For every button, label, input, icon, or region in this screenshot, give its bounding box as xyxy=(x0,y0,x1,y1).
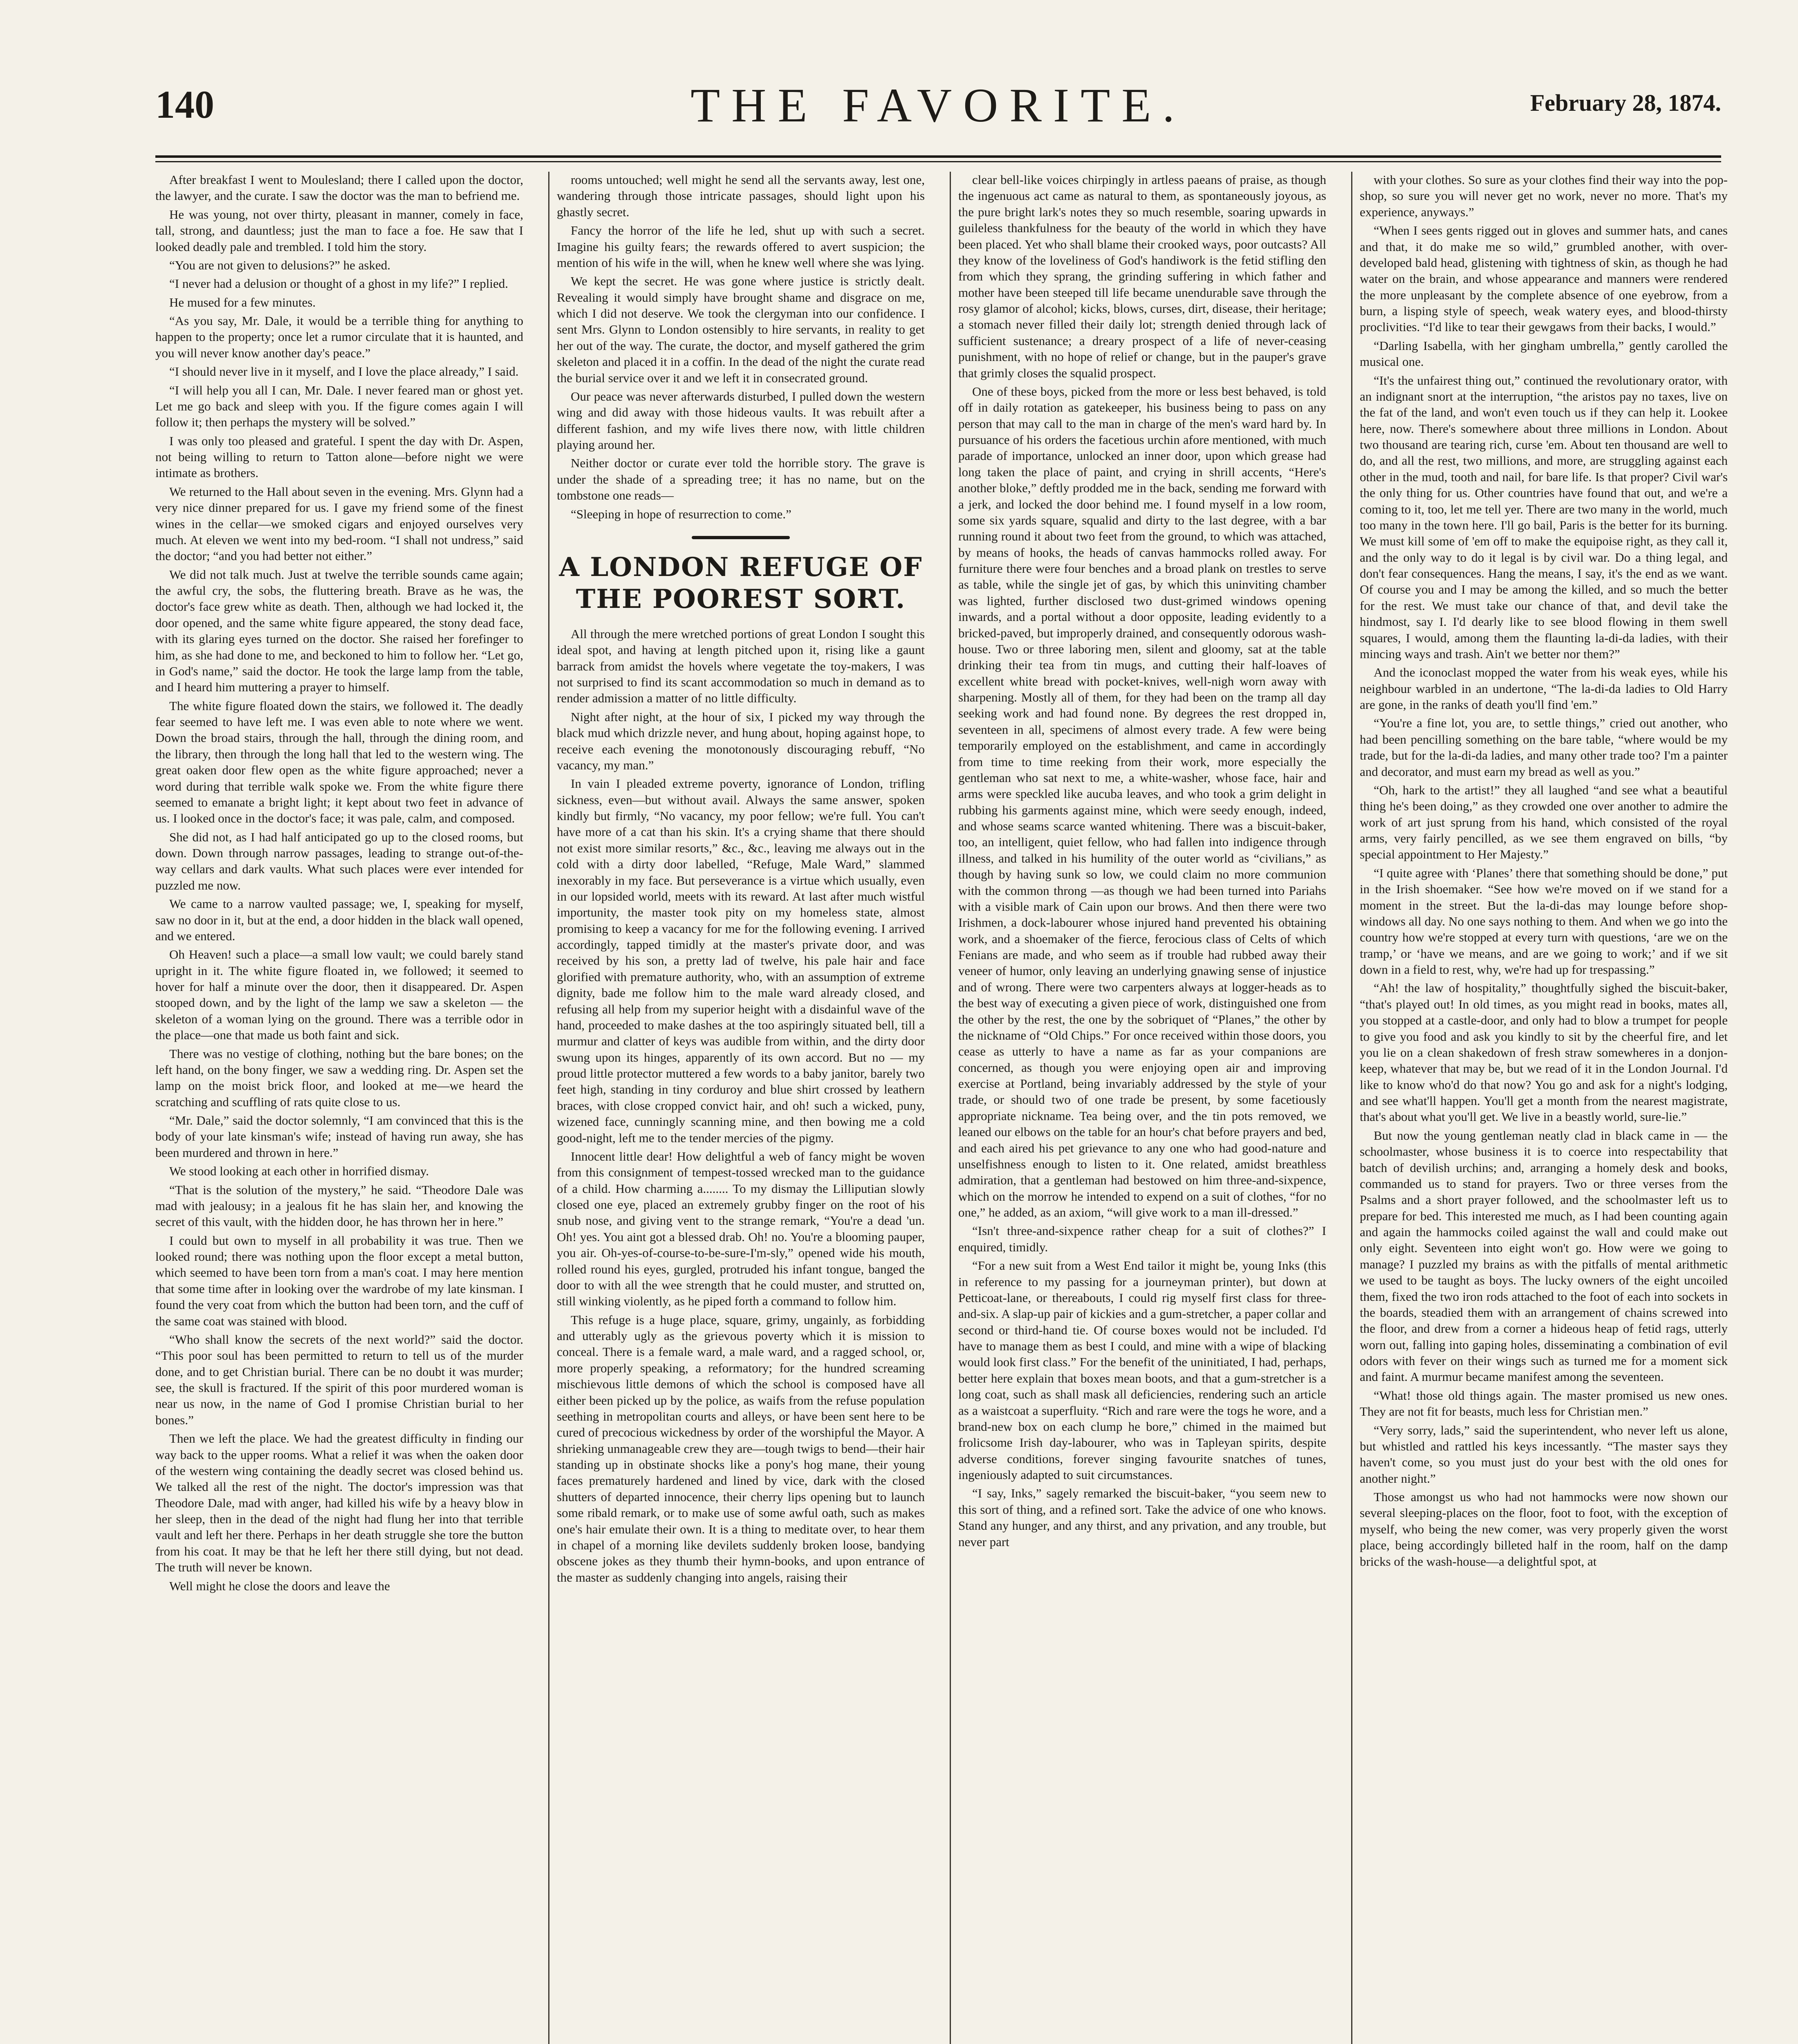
paragraph: “Sleeping in hope of resurrection to come.” xyxy=(571,507,791,521)
paragraph: “It's the unfairest thing out,” continued the revolutionary orator, with an indignant snort at the interruption, “the aristos pay no taxes, live on the fat of the land, and won't even touch us if they can help it. Lookee here, now. There's somewhere about three millions in London. About two thousand are tearing rich, curse 'em. About ten thousand are well to do, and all the rest, two millions, and more, are struggling against each other in the mud, tooth and nail, for bare life. Is that proper? Civil war's the only thing for us. Other countries have found that out, and we're a coming to it, too, let me tell yer. There are two many in the world, much too many in the town here. I'll go bail, Paris is the better for its burning. We must kill some of 'em off to make the equipoise right, as they call it, and the only way to do it legal is by civil war. Do a thing legal, and don't fear consequences. Hang the means, I say, it's the end as we want. Of course you and I may be among the killed, and so much the better for the rest. We must take our chance of that, and devil take the hindmost, say I. I'd dearly like to see blood flowing in them swell squares, I would, among them the flaunting la-di-da ladies, with their mincing ways and trash. Ain't we better nor them?” xyxy=(1360,373,1728,661)
paragraph: He was young, not over thirty, pleasant in manner, comely in face, tall, strong, and dauntless; just the man to face a foe. He saw that I looked deadly pale and trembled. I told him the story. xyxy=(155,207,523,254)
paragraph: Oh Heaven! such a place—a small low vault; we could barely stand upright in it. The white figure floated in, we followed; it seemed to hover for half a minute over the door, then it disappeared. Dr. Aspen stooped down, and by the light of the lamp we saw a skeleton — the skeleton of a woman lying on the ground. There was a terrible odor in the place—one that made us both faint and sick. xyxy=(155,947,523,1042)
paragraph: with your clothes. So sure as your clothes find their way into the pop-shop, so sure you will never get no work, never no more. That's my experience, anyways.” xyxy=(1360,173,1728,219)
masthead-rule-thin xyxy=(155,161,1721,162)
paragraph: But now the young gentleman neatly clad in black came in — the schoolmaster, whose business it is to coerce into respectability that batch of devilish urchins; and, arranging a homely desk and books, commanded us to stand for prayers. Two or three verses from the Psalms and a short prayer followed, and the schoolmaster left us to prepare for bed. This interested me much, as I had been counting again and again the hammocks coiled against the wall and could make out only eight. Seventeen into eight won't go. How were we going to manage? I puzzled my brains as with the pitfalls of mental arithmetic we used to be taught as boys. The lucky owners of the eight uncoiled them, fixed the two iron rods attached to the foot of each into sockets in the boards, steadied them with an arrangement of chains screwed into the floor, and drew from a corner a hideous heap of fetid rags, utterly worn out, falling into gaping holes, disseminating a combination of evil odors with fever on their wings such as turned me for a moment sick and faint. A murmur became manifest among the seventeen. xyxy=(1360,1128,1728,1384)
paragraph: “You're a fine lot, you are, to settle things,” cried out another, who had been pencilling something on the bare table, “where would be my trade, but for the la-di-da ladies, and many other trade too? I'm a painter and decorator, and must earn my bread as well as you.” xyxy=(1360,716,1728,779)
page-number: 140 xyxy=(155,83,214,126)
paragraph: Fancy the horror of the life he led, shut up with such a secret. Imagine his guilty fears; the rewards offered to avert suspicion; the mention of his wife in the will, when he knew well where she was lying. xyxy=(557,223,925,270)
paragraph: “Oh, hark to the artist!” they all laughed “and see what a beautiful thing he's been doing,” as they crowded one over another to admire the work of art just sprung from his hand, which consisted of the royal arms, very fairly pencilled, as we see them engraved on bills, “by special appointment to Her Majesty.” xyxy=(1360,782,1728,862)
column-divider xyxy=(950,172,951,2044)
column-1 xyxy=(155,172,523,2044)
paragraph: This refuge is a huge place, square, grimy, ungainly, as forbidding and utterably ugly as the grievous poverty which it is mission to conceal. There is a female ward, a male ward, and a ragged school, or, more properly speaking, a reformatory; for the hundred screaming mischievous little demons of which the school is composed have all either been picked up by the police, as waifs from the refuse population seething in metropolitan courts and alleys, or have been sent here to be cured of precocious wickedness by order of the worshipful the Mayor. A shrieking unmanageable crew they are—tough twigs to bend—their hair standing up in obstinate shocks like a pony's hog mane, their young faces prematurely hardened and lined by vice, dark with the closed shutters of departed innocence, their cherry lips opening but to launch some ribald remark, or to make use of some awful oath, such as makes one's hair emulate their own. It is a thing to meditate over, to hear them in chapel of a morning like devilets suddenly broken loose, bandying obscene jokes as they thumb their hymn-books, and upon entrance of the master as suddenly changing into angels, raising their xyxy=(557,1312,925,1585)
paragraph: “You are not given to delusions?” he asked. xyxy=(169,258,390,272)
paragraph: “For a new suit from a West End tailor it might be, young Inks (this in reference to my passing for a journeyman printer), but down at Petticoat-lane, or thereabouts, I could rig myself first class for three-and-six. A slap-up pair of kickies and a gum-stretcher, a paper collar and second or third-hand tie. Of course boxes would not be included. I'd have to manage them as best I could, and mine with a wipe of blacking would look first class.” For the benefit of the uninitiated, I had, perhaps, better here explain that boxes mean boots, and that a gum-stretcher is a long coat, such as shall mask all deficiencies, rendering such an article as a waistcoat a superfluity. “Rich and rare were the togs he wore, and a brand-new box on each clump he bore,” chimed in the maimed but frolicsome Irish day-labourer, who was in Tapleyan spirits, despite adverse conditions, forever singing favourite snatches of tunes, ingeniously adapted to suit circumstances. xyxy=(958,1258,1326,1482)
paragraph: She did not, as I had half anticipated go up to the closed rooms, but down. Down through narrow passages, leading to strange out-of-the-way cellars and dark vaults. What such places were ever intended for puzzled me now. xyxy=(155,829,523,892)
column-3 xyxy=(958,172,1326,2044)
column-divider xyxy=(1351,172,1352,2044)
paragraph: He mused for a few minutes. xyxy=(169,295,316,309)
paragraph: “Mr. Dale,” said the doctor solemnly, “I am convinced that this is the body of your late kinsman's wife; instead of having run away, she has been murdered and thrown in here.” xyxy=(155,1113,523,1160)
paragraph: “Darling Isabella, with her gingham umbrella,” gently carolled the musical one. xyxy=(1360,338,1728,369)
column-divider xyxy=(548,172,549,2044)
paragraph: “What! those old things again. The master promised us new ones. They are not fit for beasts, much less for Christian men.” xyxy=(1360,1388,1728,1419)
paragraph: Night after night, at the hour of six, I picked my way through the black mud which drizzle never, and hung about, hoping against hope, to receive each evening the monotonously discouraging rebuff, “No vacancy, my man.” xyxy=(557,709,925,772)
paragraph: Our peace was never afterwards disturbed, I pulled down the western wing and did away with those hideous vaults. It was rebuilt after a different fashion, and my wife lives there now, with little children playing around her. xyxy=(557,389,925,452)
paragraph: We stood looking at each other in horrified dismay. xyxy=(169,1164,429,1179)
paragraph: “Very sorry, lads,” said the superintendent, who never left us alone, but whistled and rattled his keys incessantly. “The master says they haven't come, so you must just do your best with the old ones for another night.” xyxy=(1360,1423,1728,1486)
paragraph: “I will help you all I can, Mr. Dale. I never feared man or ghost yet. Let me go back and sleep with you. If the figure comes again I will follow it; then perhaps the mystery will be solved.” xyxy=(155,383,523,430)
paragraph: Then we left the place. We had the greatest difficulty in finding our way back to the upper rooms. What a relief it was when the oaken door of the western wing containing the deadly secret was closed behind us. We talked all the rest of the night. The doctor's impression was that Theodore Dale, mad with anger, had killed his wife by a heavy blow in her sleep, then in the dead of the night had flung her into that terrible vault and left her there. Perhaps in her death struggle she tore the button from his coat. It may be that he left her there still dying, but not dead. The truth will never be known. xyxy=(155,1431,523,1575)
paragraph: I could but own to myself in all probability it was true. Then we looked round; there was nothing upon the floor except a metal button, which seemed to have been torn from a man's coat. I may here mention that some time after in looking over the wardrobe of my late kinsman. I found the very coat from which the button had been torn, and the cuff of the same coat was stained with blood. xyxy=(155,1233,523,1328)
paragraph: “Ah! the law of hospitality,” thoughtfully sighed the biscuit-baker, “that's played out! In old times, as you might read in books, mates all, you stopped at a castle-door, and only had to blow a trumpet for people to give you food and ask you kindly to sit by the cheerful fire, and let you lie on a clean shakedown of fresh straw somewheres in a donjon-keep, whatever that may be, but we read of it in the London Journal. I'd like to know who'd do that now? You go and ask for a night's lodging, and see what'll happen. You'll get a month from the nearest magistrate, that's about what you'll get. We live in a beastly world, sure-lie.” xyxy=(1360,981,1728,1124)
paragraph: “I never had a delusion or thought of a ghost in my life?” I replied. xyxy=(169,276,508,291)
paragraph: “Who shall know the secrets of the next world?” said the doctor. “This poor soul has been permitted to return to tell us of the murder done, and to get Christian burial. There can be no doubt it was murder; see, the skull is fractured. If the spirit of this poor murdered woman is near us now, in the name of God I promise Christian burial to her bones.” xyxy=(155,1332,523,1427)
paragraph: Innocent little dear! How delightful a web of fancy might be woven from this consignment of tempest-tossed wrecked man to the guidance of a child. How charming a........ To my dismay the Lilliputian slowly closed one eye, placed an extremely grubby finger on the root of his snub nose, and giving vent to the strange remark, “You're a dead 'un. Oh! yes. You aint got a blessed drab. Oh! no. You're a blooming pauper, you air. Oh-yes-of-course-to-be-sure-I'm-sly,” opened wide his mouth, rolled round his eyes, gurgled, protruded his infant tongue, banged the door to with all the wee strength that he could muster, and strutted on, still winking violently, as he piped forth a command to follow him. xyxy=(557,1149,925,1309)
paragraph: There was no vestige of clothing, nothing but the bare bones; on the left hand, on the bony finger, we saw a wedding ring. Dr. Aspen set the lamp on the moist brick floor, and looked at me—we heard the scratching and scuffling of rats quite close to us. xyxy=(155,1046,523,1109)
paragraph: “I say, Inks,” sagely remarked the biscuit-baker, “you seem new to this sort of thing, and a refined sort. Take the advice of one who knows. Stand any hunger, and any thirst, and any privation, and any trouble, but never part xyxy=(958,1486,1326,1549)
paragraph: I was only too pleased and grateful. I spent the day with Dr. Aspen, not being willing to return to Tatton alone—before night we were intimate as brothers. xyxy=(155,433,523,480)
masthead-rule xyxy=(155,155,1721,158)
column-2 xyxy=(557,172,925,2044)
paragraph: We came to a narrow vaulted passage; we, I, speaking for myself, saw no door in it, but at the end, a door hidden in the black wall opened, and we entered. xyxy=(155,896,523,943)
paragraph: “That is the solution of the mystery,” he said. “Theodore Dale was mad with jealousy; in a jealous fit he has slain her, and knowing the secret of this vault, with the hidden door, he has thrown her in here.” xyxy=(155,1182,523,1229)
issue-date: February 28, 1874. xyxy=(1530,90,1721,116)
paragraph: And the iconoclast mopped the water from his weak eyes, while his neighbour warbled in an undertone, “The la-di-da ladies to Old Harry are gone, in the ranks of death you'll find 'em.” xyxy=(1360,665,1728,712)
paragraph: We kept the secret. He was gone where justice is strictly dealt. Revealing it would simply have brought shame and disgrace on me, which I did not deserve. We took the clergyman into our confidence. I sent Mrs. Glynn to London ostensibly to hire servants, in reality to get her out of the way. The curate, the doctor, and myself gathered the grim skeleton and placed it in a coffin. In the dead of the night the curate read the burial service over it and we left it in consecrated ground. xyxy=(557,274,925,385)
paragraph: “When I sees gents rigged out in gloves and summer hats, and canes and that, it do make me so wild,” grumbled another, with over-developed bald head, glistening with tightness of skin, as though he had water on the brain, and whose appearance and manners were rendered the more unpleasant by the complete absence of one eyebrow, from a burn, a lisping style of speech, weak watery eyes, and blood-thirsty proclivities. “I'd like to tear their gewgaws from their backs, I would.” xyxy=(1360,223,1728,334)
paragraph: The white figure floated down the stairs, we followed it. The deadly fear seemed to have left me. I was even able to note where we went. Down the broad stairs, through the hall, through the dining room, and the library, then through the long hall that led to the western wing. The great oaken door flew open as the white figure approached; never a word during that terrible walk spoke we. From the white figure there seemed to emanate a bright light; it kept about two feet in advance of us. I looked once in the doctor's face; it was pale, calm, and composed. xyxy=(155,698,523,826)
masthead xyxy=(155,74,1721,155)
paragraph: After breakfast I went to Moulesland; there I called upon the doctor, the lawyer, and the curate. I saw the doctor was the man to befriend me. xyxy=(155,173,523,203)
paragraph: Those amongst us who had not hammocks were now shown our several sleeping-places on the floor, foot to foot, with the exception of myself, who being the new comer, was very properly given the worst place, being accordingly billeted half in the room, half on the damp bricks of the wash-house—a delightful spot, at xyxy=(1360,1490,1728,1569)
paragraph: Neither doctor or curate ever told the horrible story. The grave is under the shade of a spreading tree; it has no name, but on the tombstone one reads— xyxy=(557,456,925,503)
paragraph: “Isn't three-and-sixpence rather cheap for a suit of clothes?” I enquired, timidly. xyxy=(958,1224,1326,1254)
paragraph: In vain I pleaded extreme poverty, ignorance of London, trifling sickness, even—but without avail. Always the same answer, spoken kindly but firmly, “No vacancy, my poor fellow; we're full. You can't have more of a cat than his skin. It's a crying shame that there should not exist more similar resorts,” &c., &c., leaving me always out in the cold with a dirty door labelled, “Refuge, Male Ward,” slammed inexorably in my face. But perseverance is a virtue which usually, even in our lopsided world, meets with its reward. At last after much wistful importunity, the master took pity on my homeless state, almost promising to keep a vacancy for me for the following evening. I arrived accordingly, tapped timidly at the master's private door, and was received by his son, a pretty lad of twelve, his pale hair and face glorified with premature authority, who, with an assumption of extreme dignity, bade me follow him to the male ward already closed, and refusing all help from my superior height with a disdainful wave of the hand, proceeded to make dashes at the too aspiringly situated bell, till a murmur and clatter of keys was audible from within, and the dirty door swung upon its hinges, apparently of its own accord. But no — my proud little protector muttered a few words to a baby janitor, barely two feet high, standing in tiny corduroy and blue shirt crossed by leathern braces, with close cropped convict hair, and oh! such a wicked, puny, wizened face, cunningly scanning mine, and then bowing me a cold good-night, left me to the tender mercies of the pigmy. xyxy=(557,776,925,1145)
paragraph: We did not talk much. Just at twelve the terrible sounds came again; the awful cry, the sobs, the fluttering breath. Brave as he was, the doctor's face grew white as death. Then, although we had locked it, the door opened, and the same white figure appeared, the stony dead face, with its glaring eyes turned on the doctor. She raised her forefinger to him, as she had done to me, and beckoned to him to follow her. “Let go, in God's name,” said the doctor. He took the large lamp from the table, and I heard him muttering a prayer to himself. xyxy=(155,567,523,695)
publication-title: THE FAVORITE. xyxy=(691,78,1186,132)
paragraph: All through the mere wretched portions of great London I sought this ideal spot, and having at length pitched upon it, rising like a gaunt barrack from amidst the hovels where vegetate the toy-makers, I was not surprised to find its scant accommodation so much in demand as to render admission a matter of no little difficulty. xyxy=(557,626,925,706)
paragraph: rooms untouched; well might he send all the servants away, lest one, wandering through those intricate passages, should light upon his ghastly secret. xyxy=(557,173,925,219)
article-headline: A LONDON REFUGE OF THE POOREST SORT. xyxy=(559,551,923,614)
paragraph: clear bell-like voices chirpingly in artless paeans of praise, as though the ingenuous act came as natural to them, as spontaneously joyous, as the pure bright lark's notes they so much resemble, soaring upwards in guileless thankfulness for the beauty of the world in which they have been placed. Yet who shall blame their crooked ways, poor outcasts? All they know of the loveliness of God's handiwork is the fetid stifling den from which they sprang, the grinding suffering in which father and mother have been steeped till life became unendurable save through the rosy glamor of alcohol; kicks, blows, curses, dirt, disease, their heritage; a stomach never filled their daily lot; strength denied through lack of sufficient sustenance; a dreary prospect of a life of never-ceasing punishment, with no hope of relief or change, but in the pauper's grave that grimly closes the squalid prospect. xyxy=(958,173,1326,380)
column-4 xyxy=(1360,172,1728,2044)
paragraph: “I should never live in it myself, and I love the place already,” I said. xyxy=(169,364,519,379)
paragraph: One of these boys, picked from the more or less best behaved, is told off in daily rotation as gatekeeper, his business being to pass on any person that may call to the man in charge of the men's ward hard by. In pursuance of his orders the facetious urchin afore mentioned, with much parade of importance, unlocked an inner door, upon which grease had long taken the place of paint, and crying in shrill accents, “Here's another bloke,” deftly prodded me in the back, sending me forward with a jerk, and locked the door behind me. I found myself in a low room, some six yards square, squalid and dirty to the last degree, with a bar running round it about two feet from the ground, to which was attached, by means of hooks, the heads of canvas hammocks rolled away. For furniture there were four benches and a broad plank on trestles to serve as table, while the single jet of gas, by which this uninviting chamber was lighted, further disclosed two dust-grimed windows opening inwards, and a portal without a door opposite, leading evidently to a bricked-paved, but improperly drained, and consequently odorous wash-house. Two or three laboring men, silent and gloomy, sat at the table drinking their tea from tin mugs, and cutting their half-loaves of excellent white bread with pocket-knives, well-nigh worn away with sharpening. Mostly all of them, for they had been on the tramp all day seeking work and had found none. By degrees the rest dropped in, seventeen in all, specimens of almost every trade. A few were being temporarily employed on the establishment, and came in accordingly from time to time reeking from their work, more especially the gentleman who sat next to me, a white-washer, whose face, hair and arms were speckled like aucuba leaves, and who took a grim delight in rubbing his garments against mine, which were seedy enough, indeed, and whose seams scarce wanted whitening. There was a biscuit-baker, too, an intelligent, quiet fellow, who had fallen into indigence through illness, and talked in his humility of the outer world as “civilians,” as though by having sunk so low, we could claim no more communion with the common throng —as though we had been turned into Pariahs with a visible mark of Cain upon our brows. And then there were two Irishmen, a dock-labourer whose injured hand prevented his obtaining work, and a shoemaker of the fierce, ferocious class of Celts of which Fenians are made, and who seem as if trouble had rubbed away their veneer of humor, only leaving an underlying gnawing sense of injustice and of wrong. There were two carpenters always at logger-heads as to the best way of executing a given piece of work, distinguished one from the other by the rest, the one by the sobriquet of “Planes,” the other by the nickname of “Old Chips.” For once received within those doors, you cease as utterly to have a name as far as your companions are concerned, as though you were enjoying open air and improving exercise at Portland, being invariably addressed by the style of your trade, or should two of one trade be present, by some facetiously appropriate nickname. Tea being over, and the tin pots removed, we leaned our elbows on the table for an hour's chat before prayers and bed, and each aired his pet grievance to any one who had good-nature and unselfishness enough to listen to it. One related, amidst breathless admiration, that a gentleman had bestowed on him three-and-sixpence, which on the morrow he intended to expend on a suit of clothes, “for no one,” he added, as an axiom, “will give work to a man ill-dressed.” xyxy=(958,384,1326,1219)
headline-ornament xyxy=(692,536,790,539)
paragraph: “I quite agree with ‘Planes’ there that something should be done,” put in the Irish shoemaker. “See how we're moved on if we stand for a moment in the street. But the la-di-das may lounge before shop-windows all day. No one says nothing to them. And when we go into the country how we're stopped at every turn with questions, ‘are we on the tramp,’ or ‘have we means, and are we going to work;’ and if we sit down in a field to rest, why, we're had up for trespassing.” xyxy=(1360,865,1728,977)
paragraph: Well might he close the doors and leave the xyxy=(169,1578,390,1593)
paragraph: We returned to the Hall about seven in the evening. Mrs. Glynn had a very nice dinner prepared for us. I gave my friend some of the finest wines in the cellar—we smoked cigars and enjoyed ourselves very much. At eleven we went into my bed-room. “I shall not undress,” said the doctor; “and you had better not either.” xyxy=(155,484,523,563)
paragraph: “As you say, Mr. Dale, it would be a terrible thing for anything to happen to the property; once let a rumor circulate that it is haunted, and you will never know another day's peace.” xyxy=(155,314,523,360)
